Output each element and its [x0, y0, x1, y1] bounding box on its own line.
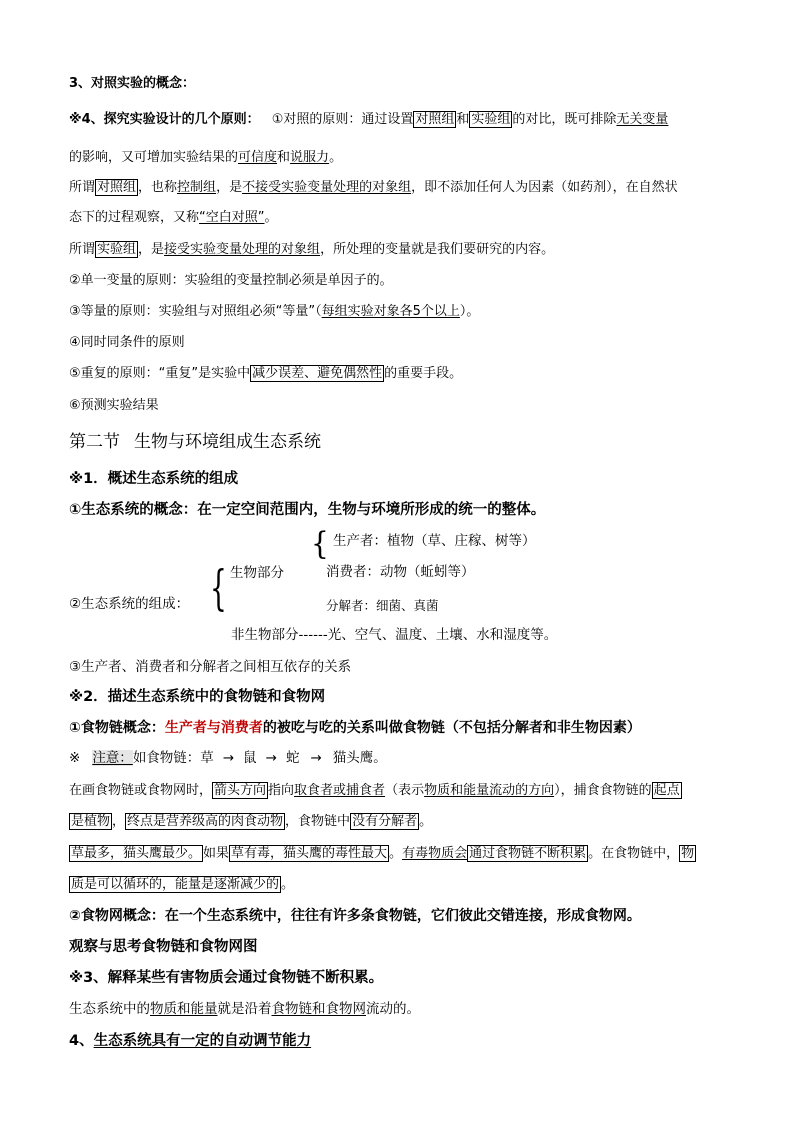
ecosystem-concept: ①生态系统的概念：在一定空间范围内，生物与环境所形成的统一的整体。 — [69, 502, 546, 518]
control-group-box: 对照组 — [97, 180, 137, 195]
txt: 生态系统中的 — [69, 1001, 150, 1017]
control-group-box: 对照组 — [415, 112, 455, 127]
equal-quantity-principle — [69, 302, 479, 322]
txt: ，是 — [138, 242, 165, 257]
same-condition-principle: ④同时同条件的原则 — [69, 335, 185, 350]
principles-line-2 — [69, 148, 342, 168]
food-chain-example — [69, 748, 387, 768]
reduce-error-box: 减少误差、避免偶然性 — [252, 366, 383, 381]
producers: 生产者：植物（草、庄稼、树等） — [333, 533, 536, 549]
txt: 猫头鹰。 — [332, 750, 387, 766]
accumulate-box: 通过食物链不断积累 — [469, 846, 587, 861]
persuasiveness: 说服力 — [290, 150, 330, 165]
txt: 流动的。 — [366, 1001, 420, 1017]
blank-control: “空白对照” — [199, 210, 265, 225]
experimental-group-box: 实验组 — [471, 112, 511, 127]
interdependence: ③生产者、消费者和分解者之间相互依存的关系 — [69, 659, 352, 675]
txt: ，是 — [216, 180, 243, 195]
observe-think: 观察与思考食物链和食物网图 — [69, 939, 258, 955]
food-web-concept: ②食物网概念：在一个生态系统中，往往有许多条食物链，它们彼此交错连接，形成食物网。 — [69, 908, 641, 924]
txt: 就是沿着 — [217, 1001, 272, 1017]
most-least-box: 草最多，猫头鹰最少。 — [71, 846, 202, 861]
control-group-alias: 控制组 — [177, 180, 217, 195]
txt: 如食物链：草 — [132, 750, 214, 766]
arrow-icon: → — [265, 750, 277, 766]
txt: 和 — [456, 112, 470, 127]
arrow-direction-box: 箭头方向 — [214, 783, 267, 798]
txt: ，也称 — [138, 180, 178, 195]
start-point-box: 起点 — [653, 783, 680, 798]
credibility: 可信度 — [238, 150, 278, 165]
self-regulation: 生态系统具有一定的自动调节能力 — [93, 1033, 312, 1049]
is-plant-box: 是植物 — [71, 814, 111, 829]
toxic-substance: 有毒物质会 — [402, 846, 468, 861]
control-group-definition — [69, 178, 678, 198]
txt: 。在食物链中， — [588, 846, 680, 861]
note-label: 注意： — [92, 750, 133, 766]
txt: ⑤重复的原则：“重复”是实验中 — [69, 366, 251, 381]
txt: 。 — [281, 877, 295, 892]
predator: 取食者或捕食者 — [294, 783, 386, 798]
flow-direction: 物质和能量流动的方向 — [424, 783, 555, 798]
principles-heading: ※4、探究实验设计的几个原则： — [69, 112, 260, 127]
txt: 的重要手段。 — [384, 366, 463, 381]
txt: ），捕食食物链的 — [554, 783, 652, 798]
experimental-group-meaning: 接受实验变量处理的对象组 — [164, 242, 321, 257]
section-title — [69, 432, 321, 452]
cycle-line — [69, 875, 294, 895]
flow-statement — [69, 999, 420, 1019]
producer-consumer-highlight: 生产者与消费者 — [164, 720, 263, 736]
brace-living: { — [311, 525, 329, 562]
txt: 蛇 — [285, 750, 300, 766]
txt: 。 — [419, 814, 433, 829]
objective-3-heading: ※3、解释某些有害物质会通过食物链不断积累。 — [69, 970, 384, 986]
matter-energy: 物质和能量 — [150, 1001, 218, 1017]
txt: 的被吃与吃的关系叫做食物链（不包括分解者和非生物因素） — [262, 720, 641, 736]
food-chain-concept — [69, 718, 641, 738]
txt: 的对比，既可排除 — [512, 112, 617, 127]
matter-energy-box: 质是可以循环的，能量是逐渐减少的 — [71, 877, 280, 892]
txt: ①食物链概念： — [69, 720, 165, 736]
decomposers: 分解者：细菌、真菌 — [326, 598, 439, 613]
objective-2-heading: ※2．描述生态系统中的食物链和食物网 — [69, 689, 326, 705]
txt: ）。 — [459, 304, 480, 319]
experimental-group-box: 实验组 — [97, 242, 137, 257]
nonliving-part: 非生物部分------光、空气、温度、土壤、水和湿度等。 — [231, 627, 558, 643]
section-name: 生物与环境组成生态系统 — [134, 432, 321, 452]
txt: 所谓 — [69, 180, 96, 195]
no-decomposer-box: 没有分解者 — [352, 814, 418, 829]
txt: 和 — [277, 150, 291, 165]
toxic-box: 草有毒，猫头鹰的毒性最大 — [231, 846, 388, 861]
repetition-principle — [69, 364, 462, 384]
drawing-rule-2 — [69, 812, 432, 832]
living-part-label: 生物部分 — [230, 565, 284, 581]
concept-heading: 3、对照实验的概念： — [69, 76, 196, 91]
txt: 的影响，又可增加实验结果的 — [69, 150, 239, 165]
principles-line-1 — [69, 110, 668, 130]
objective-4-heading — [69, 1031, 311, 1051]
matter-box-start: 物 — [681, 846, 695, 861]
arrow-icon: → — [222, 750, 235, 766]
sample-size: 每组实验对象各5个以上 — [321, 304, 460, 319]
accumulation-line — [69, 844, 696, 864]
txt: 。 — [329, 150, 343, 165]
txt: 4、 — [69, 1033, 94, 1049]
section-number: 第二节 — [69, 432, 120, 452]
txt: 鼠 — [243, 750, 257, 766]
txt: ※ — [69, 750, 81, 766]
objective-1-heading: ※1．概述生态系统的组成 — [69, 471, 239, 487]
control-group-definition-cont — [69, 208, 278, 228]
consumers: 消费者：动物（蚯蚓等） — [326, 564, 475, 580]
txt: ③等量的原则：实验组与对照组必须“等量”（ — [69, 304, 322, 319]
txt: （表示 — [385, 783, 425, 798]
txt: ，食物链中 — [285, 814, 351, 829]
end-point-box: 终点是营养级高的肉食动物 — [127, 814, 284, 829]
control-group-meaning: 不接受实验变量处理的对象组 — [242, 180, 412, 195]
components-label: ②生态系统的组成： — [69, 596, 190, 612]
txt: 指向 — [268, 783, 295, 798]
single-variable-principle: ②单一变量的原则：实验组的变量控制必须是单因子的。 — [69, 273, 393, 288]
txt: 在画食物链或食物网时， — [69, 783, 213, 798]
txt: ，所处理的变量就是我们要研究的内容。 — [320, 242, 555, 257]
chain-web: 食物链和食物网 — [271, 1001, 366, 1017]
predict-results: ⑥预测实验结果 — [69, 398, 159, 413]
txt: ①对照的原则：通过设置 — [271, 112, 414, 127]
drawing-rule-1 — [69, 781, 682, 801]
irrelevant-variable: 无关变量 — [616, 112, 669, 127]
txt: 态下的过程观察，又称 — [69, 210, 200, 225]
txt: 所谓 — [69, 242, 96, 257]
txt: 。 — [264, 210, 278, 225]
txt: ， — [112, 814, 126, 829]
experimental-group-definition — [69, 240, 554, 260]
txt: 如果 — [203, 846, 230, 861]
brace-components: { — [210, 560, 227, 616]
txt: 。 — [389, 846, 403, 861]
txt: ，即不添加任何人为因素（如药剂），在自然状 — [411, 180, 678, 195]
arrow-icon: → — [310, 750, 322, 766]
